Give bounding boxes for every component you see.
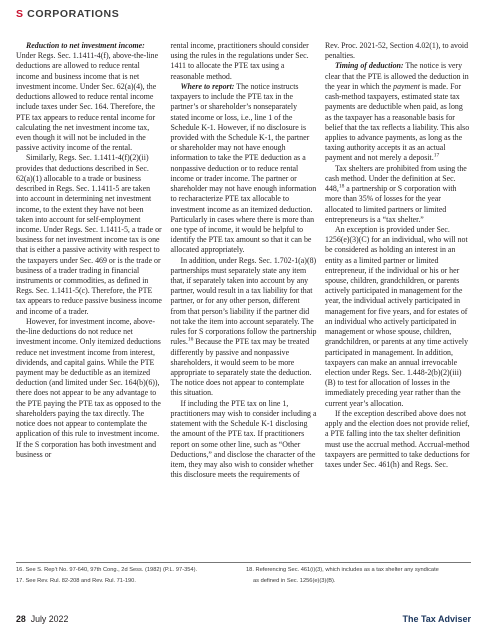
- footnote-ref: 16: [187, 336, 194, 343]
- column-2: [171, 41, 317, 480]
- paragraph: [171, 256, 317, 399]
- section-marker: S: [16, 8, 24, 20]
- paragraph-text: The notice is very clear that the PTE is allowed the deduction in the year in which the: [325, 61, 469, 91]
- paragraph-text: Because the PTE tax may be treated differently by passive and nonpassive shareholders, it would seem to be more appropriate to separately state the deduction. The notice does not appear to contemplate this situation.: [170, 337, 312, 398]
- page-footer: [16, 614, 68, 624]
- footnote-18-cont: as defined in Sec. 1256(e)(3)(B).: [253, 578, 336, 584]
- page-number: 28: [16, 614, 26, 624]
- paragraph-text: An exception is provided under Sec. 1256(e)(3)(C) for an individual, who will not be considered as holding an interest in an entity as a limited partner or limited entrepreneur, if the individual or his or her spouse, children, grandchildren, or parents actively participated in management for the year, the individual actively participated in management for five years, and for estates of an individual who actively participated in management or whose spouse, children, grandchildren, or parents at any time actively participated in management. In addition, taxpayers can make an annual irrevocable election under Regs. Sec. 1.448-2(b)(2)(iii)(B) to test for allocation of losses in the immediately preceding year rather than the current year’s allocation.: [325, 224, 469, 408]
- footnote-ref: 17: [433, 152, 440, 159]
- paragraph-text: Under Regs. Sec. 1.1411-4(f), above-the-line deductions are allowed to reduce rental income and business income that is net investment income. Under Sec. 62(a)(4), the deductions allowed to reduce rental income include taxes under Sec. 164. Therefore, the PTE tax appears to reduce rental income for calculating the net investment income tax, even though it will not be included in the passive activity income of the rental.: [16, 51, 159, 153]
- paragraph: [325, 61, 471, 163]
- run-in-heading: Where to report:: [180, 81, 235, 91]
- paragraph-text: If the exception described above does not apply and the election does not provide relief, a PTE falling into the tax shelter definition must use the accrual method. Accrual-method taxpayers are permitted to take deductions for taxes under Sec. 461(h) and Regs. Sec.: [325, 408, 470, 469]
- paragraph: [171, 41, 317, 82]
- section-header: [16, 8, 119, 20]
- run-in-heading: Timing of deduction:: [335, 61, 404, 71]
- paragraph: [325, 409, 471, 470]
- paragraph-text: In addition, under Regs. Sec. 1.702-1(a)(8) partnerships must separately state any item that, if separately taken into account by any partner, would result in a tax liability for that partner, or for any other person, different from that person’s liability if the partner did not take the item into account separately. The rules for S corporations follow the partnership rules.: [170, 255, 317, 347]
- column-1: [16, 41, 162, 460]
- paragraph-text: rental income, practitioners should consider using the rules in the regulations under Sec. 1411 to allocate the PTE tax using a reasonable method.: [170, 41, 309, 81]
- footnote-18: 18. Referencing Sec. 461(i)(3), which includes as a tax shelter any syndicate: [246, 567, 439, 573]
- run-in-heading: Reduction to net investment income:: [26, 41, 145, 50]
- publication-name: The Tax Adviser: [402, 614, 471, 624]
- paragraph-text: is made. For cash-method taxpayers, estimated state tax payments are deductible when paid, as long as the taxpayer has a reasonable basis for belief that the tax reflects a liability. This also applies to advance payments, as long as the taxing authority accepts it as an actual payment and not merely a deposit.: [325, 81, 470, 163]
- footnote-ref: 18: [338, 183, 345, 190]
- paragraph-text: Similarly, Regs. Sec. 1.1411-4(f)(2)(ii) provides that deductions described in Sec. 62(a)(1) allocable to a trade or business described in Regs. Sec. 1.1411-5 are taken into account in determining net investment income, to the extent they have not been taken into account for self-employment income. Under Regs. Sec. 1.1411-5, a trade or business for net investment income tax is one that is either a passive activity with respect to the taxpayers under Sec. 469 or is the trade or business of a trader trading in financial instruments or commodities, as defined in Regs. Sec. 1.1411-5(c). Therefore, the PTE tax appears to reduce passive business income and income of a trader.: [16, 153, 162, 316]
- paragraph-text: Rev. Proc. 2021-52, Section 4.02(1), to avoid penalties.: [325, 41, 469, 61]
- paragraph: [171, 399, 317, 481]
- footnote-17: 17. See Rev. Rul. 82-208 and Rev. Rul. 71-190.: [16, 578, 136, 584]
- column-3: [325, 41, 471, 470]
- paragraph-text: a partnership or S corporation with more than 35% of losses for the year allocated to limited partners or limited entrepreneurs is a “tax shelter.”: [325, 184, 457, 224]
- paragraph: [325, 164, 471, 225]
- paragraph: [16, 317, 162, 460]
- paragraph: [325, 225, 471, 409]
- paragraph-text: The notice instructs taxpayers to include the PTE tax in the partner’s or shareholder’s nonseparately stated income or loss, i.e., line 1 of the Schedule K-1. However, if no disclosure is provided with the Schedule K-1, the partner or shareholder may not have enough information to take the PTE deduction as a nonpassive deduction or to reduce rental income or trader income. The partner or shareholder may not have enough information to recharacterize PTE tax allocable to investment income as an itemized deduction. Particularly in cases where there is more than one type of income, it would be helpful to identify the PTE tax amount so that it can be allocated appropriately.: [170, 81, 317, 255]
- paragraph: [16, 153, 162, 317]
- paragraph: [325, 41, 471, 61]
- paragraph: [16, 41, 162, 153]
- section-title: CORPORATIONS: [27, 8, 120, 20]
- italic-text: payment: [393, 81, 420, 91]
- paragraph: [171, 82, 317, 256]
- paragraph-text: However, for investment income, above-the-line deductions do not reduce net investment income. Only itemized deductions reduce net investment income from interest, dividends, and capital gains. While the PTE payment may be deductible as an itemized deduction (and limited under Sec. 164(b)(6)), there does not appear to be any advantage to the PTE paying the PTE tax as opposed to the shareholders paying the tax directly. The notice does not appear to contemplate the application of this rule to investment income. If the S corporation has both investment and business or: [16, 316, 161, 459]
- issue-date: July 2022: [30, 614, 69, 624]
- paragraph-text: Tax shelters are prohibited from using the cash method. Under the definition at Sec. 448,: [325, 163, 467, 194]
- footnote-rule: [16, 562, 471, 563]
- paragraph-text: If including the PTE tax on line 1, practitioners may wish to consider including a statement with the Schedule K-1 disclosing the amount of the PTE tax. If practitioners report on some other line, such as “Other Deductions,” and disclose the character of the item, they may also wish to consider whether this disclosure meets the requirements of: [170, 398, 317, 480]
- footnote-16: 16. See S. Rep’t No. 97-640, 97th Cong., 2d Sess. (1982) (P.L. 97-354).: [16, 567, 198, 573]
